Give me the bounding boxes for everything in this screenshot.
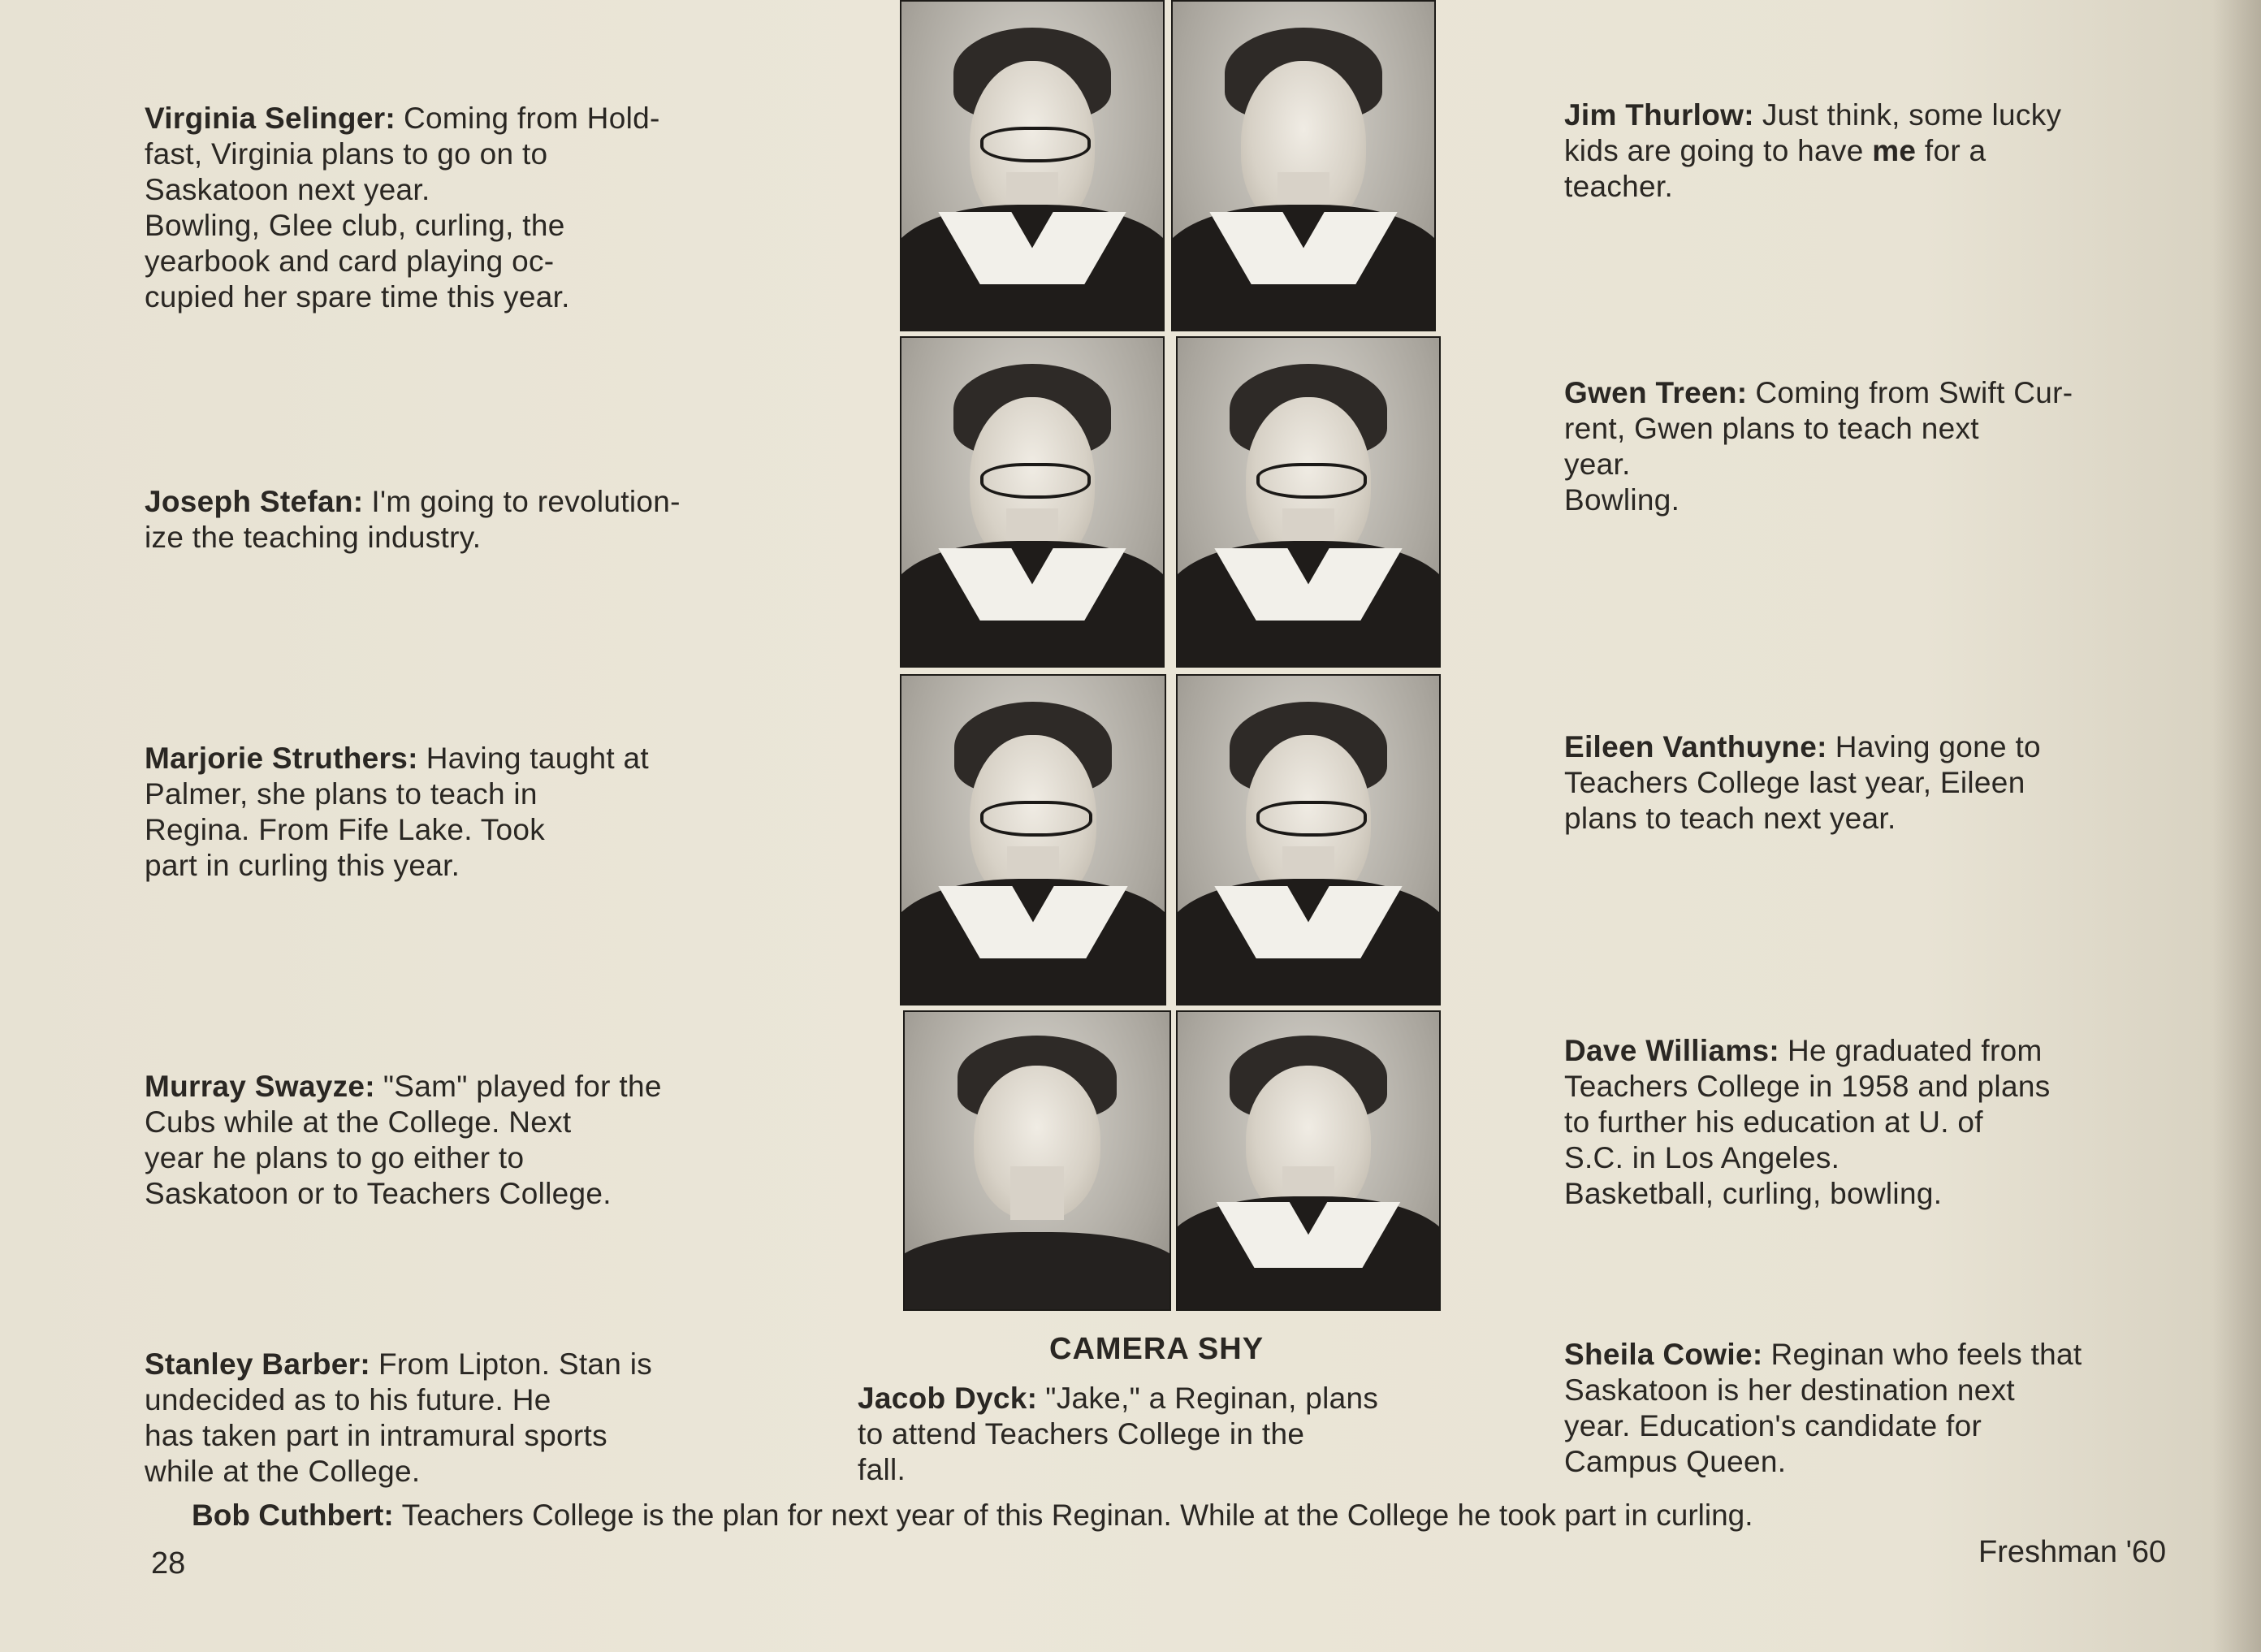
entry-eileen-vanthuyne: [1564, 729, 2261, 837]
entry-name: Gwen Treen:: [1564, 376, 1748, 409]
entry-name: Jacob Dyck:: [858, 1382, 1038, 1415]
entry-line: rent, Gwen plans to teach next: [1564, 412, 1979, 445]
entry-line: yearbook and card playing oc-: [145, 244, 555, 278]
portrait-grid: [897, 0, 1442, 1311]
entry-joseph-stefan: [145, 484, 841, 556]
entry-line: ize the teaching industry.: [145, 521, 482, 554]
entry-line: [1564, 133, 2261, 169]
page-number: 28: [151, 1546, 186, 1581]
entry-name: Joseph Stefan:: [145, 485, 364, 518]
entry-line: fast, Virginia plans to go on to: [145, 137, 548, 171]
entry-line: Bowling.: [1564, 483, 1680, 517]
entry-murray-swayze: [145, 1069, 841, 1212]
portrait-photo: [1176, 674, 1441, 1005]
entry-line: He graduated from: [1788, 1034, 2043, 1067]
entry-name: Murray Swayze:: [145, 1070, 375, 1103]
entry-line: to attend Teachers College in the: [858, 1417, 1305, 1451]
entry-line: Bowling, Glee club, curling, the: [145, 209, 565, 242]
entry-name: Bob Cuthbert:: [192, 1498, 394, 1532]
entry-line: cupied her spare time this year.: [145, 280, 570, 314]
entry-line: fall.: [858, 1453, 906, 1486]
entry-stanley-barber: [145, 1347, 841, 1490]
entry-line: year. Education's candidate for: [1564, 1409, 1982, 1442]
entry-line: Campus Queen.: [1564, 1445, 1787, 1478]
entry-line: Saskatoon is her destination next: [1564, 1373, 2015, 1407]
entry-name: Virginia Selinger:: [145, 102, 396, 135]
entry-line: year he plans to go either to: [145, 1141, 525, 1174]
portrait-photo: [900, 336, 1165, 668]
portrait-photo: [1176, 336, 1441, 668]
entry-name: Eileen Vanthuyne:: [1564, 730, 1827, 763]
entry-line: undecided as to his future. He: [145, 1383, 551, 1416]
entry-line: Teachers College is the plan for next year of this Reginan. While at the College he took part in curling.: [401, 1498, 1753, 1532]
portrait-photo: [1176, 1010, 1441, 1311]
entry-line: Having gone to: [1835, 730, 2041, 763]
entry-line: year.: [1564, 448, 1631, 481]
entry-line: Reginan who feels that: [1770, 1338, 2082, 1371]
entry-line: Regina. From Fife Lake. Took: [145, 813, 546, 846]
entry-line: Palmer, she plans to teach in: [145, 777, 538, 811]
portrait-photo: [903, 1010, 1171, 1311]
entry-name: Dave Williams:: [1564, 1034, 1780, 1067]
entry-line: Saskatoon next year.: [145, 173, 430, 206]
entry-name: Marjorie Struthers:: [145, 742, 418, 775]
emphasis-text: me: [1872, 134, 1917, 167]
entry-line: Teachers College last year, Eileen: [1564, 766, 2025, 799]
entry-line: plans to teach next year.: [1564, 802, 1896, 835]
page-footer: Freshman '60: [1978, 1535, 2167, 1569]
entry-line: Coming from Hold-: [404, 102, 660, 135]
entry-bob-cuthbert: [192, 1498, 2157, 1533]
entry-name: Sheila Cowie:: [1564, 1338, 1763, 1371]
entry-jacob-dyck: [858, 1381, 1553, 1488]
entry-line: S.C. in Los Angeles.: [1564, 1141, 1840, 1174]
entry-dave-williams: [1564, 1033, 2261, 1212]
entry-line: Just think, some lucky: [1762, 98, 2062, 132]
entry-line: Teachers College in 1958 and plans: [1564, 1070, 2051, 1103]
entry-line: Having taught at: [426, 742, 649, 775]
entry-line: "Sam" played for the: [383, 1070, 662, 1103]
entry-line: "Jake," a Reginan, plans: [1045, 1382, 1379, 1415]
entry-line: part in curling this year.: [145, 849, 460, 882]
entry-line: Saskatoon or to Teachers College.: [145, 1177, 612, 1210]
entry-sheila-cowie: [1564, 1337, 2261, 1480]
entry-line: I'm going to revolution-: [371, 485, 681, 518]
camera-shy-heading: CAMERA SHY: [1049, 1332, 1265, 1366]
entry-name: Stanley Barber:: [145, 1347, 370, 1381]
entry-text: for a: [1924, 134, 1986, 167]
entry-line: has taken part in intramural sports: [145, 1419, 607, 1452]
entry-line: From Lipton. Stan is: [378, 1347, 653, 1381]
entry-line: to further his education at U. of: [1564, 1105, 1983, 1139]
entry-line: Cubs while at the College. Next: [145, 1105, 572, 1139]
entry-marjorie-struthers: [145, 741, 841, 884]
entry-line: teacher.: [1564, 170, 1674, 203]
entry-name: Jim Thurlow:: [1564, 98, 1754, 132]
portrait-photo: [1171, 0, 1436, 331]
entry-text: kids are going to have: [1564, 134, 1864, 167]
entry-virginia-selinger: [145, 101, 841, 315]
portrait-photo: [900, 0, 1165, 331]
portrait-photo: [900, 674, 1166, 1005]
entry-line: Coming from Swift Cur-: [1755, 376, 2073, 409]
entry-jim-thurlow: [1564, 97, 2261, 205]
entry-gwen-treen: [1564, 375, 2261, 518]
entry-line: while at the College.: [145, 1455, 421, 1488]
entry-line: Basketball, curling, bowling.: [1564, 1177, 1943, 1210]
